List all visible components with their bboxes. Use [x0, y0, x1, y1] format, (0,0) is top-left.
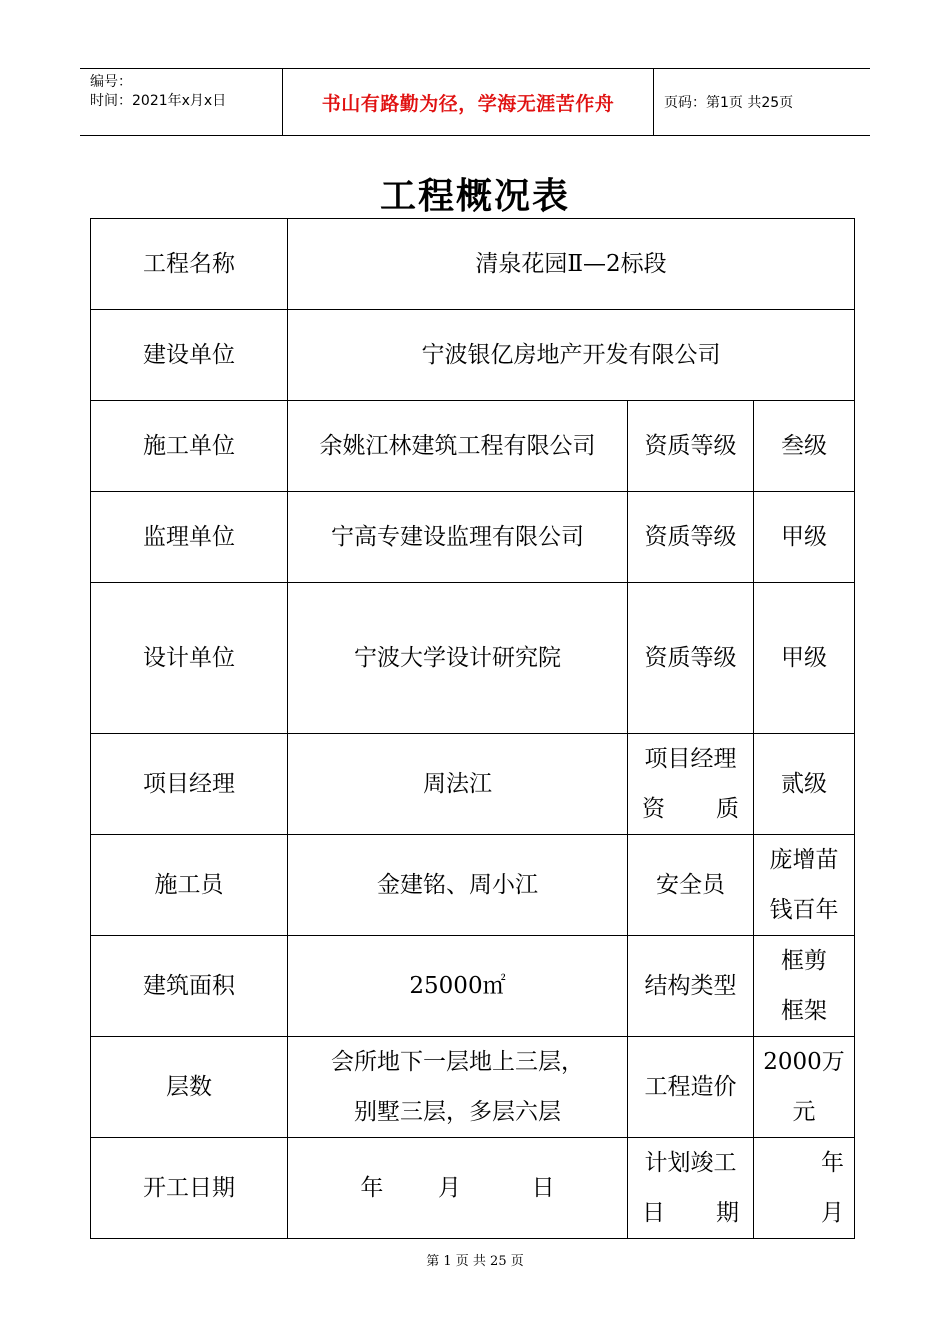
cost-value-line: 元 [792, 1099, 816, 1125]
floors-value [288, 1037, 628, 1138]
supervisor-label: 监理单位 [91, 492, 288, 583]
completion-date-label-line1: 计划竣工 [644, 1150, 737, 1176]
date-year: 年 [360, 1175, 384, 1201]
table-row [91, 936, 855, 1037]
number-label: 编号： [90, 74, 132, 90]
designer-label: 设计单位 [91, 583, 288, 734]
contractor-value: 余姚江林建筑工程有限公司 [288, 401, 628, 492]
safety-officer-label: 安全员 [628, 835, 754, 936]
header-meta [80, 69, 282, 135]
contractor-label: 施工单位 [91, 401, 288, 492]
date-month: 月 [438, 1175, 461, 1201]
table-row [91, 492, 855, 583]
page-header [80, 68, 870, 136]
label-char: 期 [716, 1200, 739, 1226]
date-day: 日 [531, 1175, 555, 1201]
page-footer: 第 1 页 共 25 页 [426, 1254, 524, 1269]
table-row [91, 401, 855, 492]
project-name-value: 清泉花园Ⅱ—2标段 [288, 219, 855, 310]
manager-label: 项目经理 [91, 734, 288, 835]
completion-date-label-line2 [634, 1188, 747, 1238]
manager-qualification-label [628, 734, 754, 835]
builder-label: 建设单位 [91, 310, 288, 401]
completion-date-label [628, 1138, 754, 1239]
designer-qualification-label: 资质等级 [628, 583, 754, 734]
supervisor-qualification-label: 资质等级 [628, 492, 754, 583]
cost-value [754, 1037, 855, 1138]
manager-qualification-label-line1: 项目经理 [644, 746, 737, 772]
table-row [91, 1138, 855, 1239]
floors-value-line: 会所地下一层地上三层， [331, 1049, 584, 1075]
contractor-qualification-value: 叁级 [754, 401, 855, 492]
area-value: 25000㎡ [288, 936, 628, 1037]
supervisor-value: 宁高专建设监理有限公司 [288, 492, 628, 583]
completion-date-year: 年 [821, 1150, 844, 1176]
label-char: 质 [716, 796, 739, 822]
structure-type-line: 框剪 [781, 948, 827, 974]
safety-officer-value [754, 835, 855, 936]
staff-label: 施工员 [91, 835, 288, 936]
cost-label: 工程造价 [628, 1037, 754, 1138]
cost-value-line: 2000万 [763, 1049, 845, 1075]
safety-officer-name: 钱百年 [769, 897, 839, 923]
label-char: 日 [642, 1200, 665, 1226]
manager-qualification-value: 贰级 [754, 734, 855, 835]
completion-date-value [754, 1138, 855, 1239]
floors-label: 层数 [91, 1037, 288, 1138]
time-label: 时间：2021年x月x日 [90, 93, 227, 109]
table-row [91, 219, 855, 310]
header-motto: 书山有路勤为径，学海无涯苦作舟 [282, 69, 654, 135]
table-row [91, 1037, 855, 1138]
table-row [91, 734, 855, 835]
table-row [91, 310, 855, 401]
header-page-info: 页码：第1页 共25页 [664, 95, 794, 111]
structure-type-value [754, 936, 855, 1037]
structure-type-line: 框架 [781, 998, 827, 1024]
builder-value: 宁波银亿房地产开发有限公司 [288, 310, 855, 401]
page-title: 工程概况表 [379, 176, 570, 217]
manager-qualification-label-line2 [634, 784, 747, 834]
staff-value: 金建铭、周小江 [288, 835, 628, 936]
contractor-qualification-label: 资质等级 [628, 401, 754, 492]
manager-value: 周法江 [288, 734, 628, 835]
designer-qualification-value: 甲级 [754, 583, 855, 734]
designer-value: 宁波大学设计研究院 [288, 583, 628, 734]
supervisor-qualification-value: 甲级 [754, 492, 855, 583]
floors-value-line: 别墅三层，多层六层 [354, 1099, 561, 1125]
project-overview-table [90, 218, 855, 1239]
table-row [91, 835, 855, 936]
structure-type-label: 结构类型 [628, 936, 754, 1037]
table-row [91, 583, 855, 734]
project-name-label: 工程名称 [91, 219, 288, 310]
completion-date-month: 月 [821, 1200, 844, 1226]
label-char: 资 [642, 796, 665, 822]
start-date-value [288, 1138, 628, 1239]
safety-officer-name: 庞增苗 [769, 847, 839, 873]
area-label: 建筑面积 [91, 936, 288, 1037]
start-date-label: 开工日期 [91, 1138, 288, 1239]
